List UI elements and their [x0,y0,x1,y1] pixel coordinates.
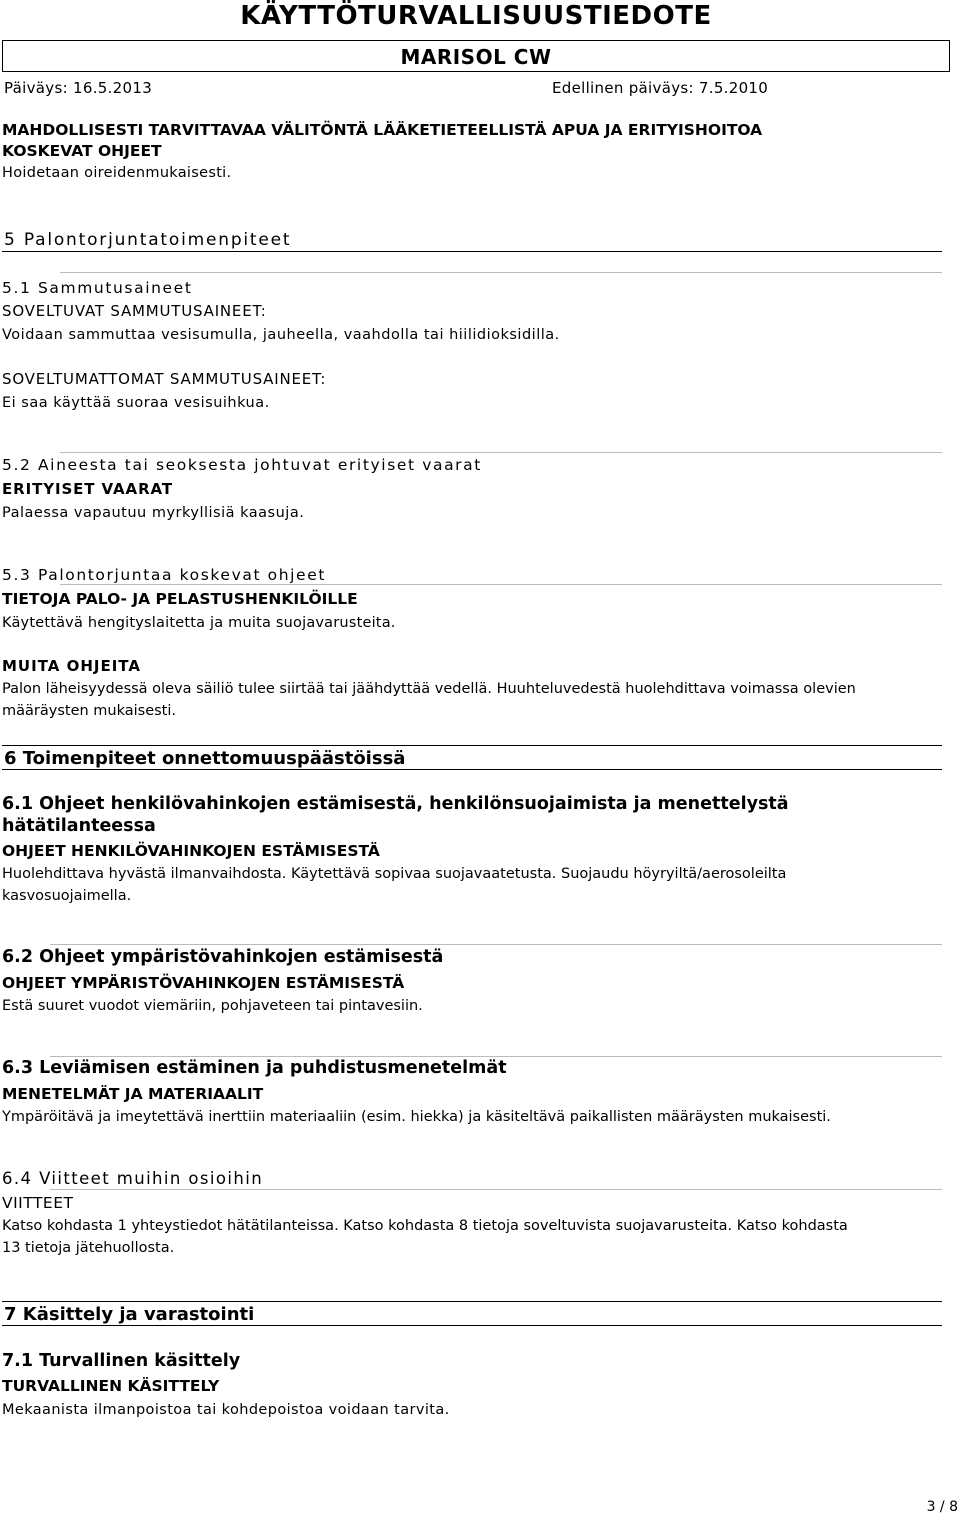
section-5-2-rule [60,452,942,453]
first-aid-subheading: KOSKEVAT OHJEET [2,142,162,160]
product-name: MARISOL CW [400,45,552,69]
personal-precautions-label: OHJEET HENKILÖVAHINKOJEN ESTÄMISESTÄ [2,842,380,860]
previous-date: Edellinen päiväys: 7.5.2010 [552,79,769,97]
section-6-3-title: 6.3 Leviämisen estäminen ja puhdistusmenetelmät [2,1058,507,1078]
suitable-media-label: SOVELTUVAT SAMMUTUSAINEET: [2,302,267,320]
personal-precautions-line-1: Huolehdittava hyvästä ilmanvaihdosta. Käytettävä sopivaa suojavaatetusta. Suojaudu höyryiltä/aerosoleilta [2,866,787,882]
document-title: KÄYTTÖTURVALLISUUSTIEDOTE [240,1,712,31]
section-7-rule [2,1325,942,1326]
section-5-1-rule [60,272,942,273]
section-5-2-title: 5.2 Aineesta tai seoksesta johtuvat erityiset vaarat [2,456,482,474]
section-5-1-title: 5.1 Sammutusaineet [2,279,193,297]
personal-precautions-line-2: kasvosuojaimella. [2,888,132,904]
section-6-1-title-line-1: 6.1 Ohjeet henkilövahinkojen estämisestä, henkilönsuojaimista ja menettelystä [2,794,789,814]
section-6-1-title-line-2: hätätilanteessa [2,816,156,836]
issue-date: Päiväys: 16.5.2013 [4,79,153,97]
page-number: 3 / 8 [926,1499,958,1515]
section-6-top-rule [2,745,942,746]
section-6-rule [2,769,942,770]
section-6-2-title: 6.2 Ohjeet ympäristövahinkojen estämisestä [2,947,444,967]
section-5-rule [2,251,942,252]
first-aid-text: Hoidetaan oireidenmukaisesti. [2,165,232,181]
section-5-title: 5 Palontorjuntatoimenpiteet [4,230,292,250]
section-6-4-title: 6.4 Viitteet muihin osioihin [2,1169,264,1188]
references-line-1: Katso kohdasta 1 yhteystiedot hätätilanteissa. Katso kohdasta 8 tietoja soveltuvista suojavarusteita. Katso kohdasta [2,1218,848,1234]
special-hazards-label: ERITYISET VAARAT [2,480,173,498]
unsuitable-media-label: SOVELTUMATTOMAT SAMMUTUSAINEET: [2,370,327,388]
special-hazards-text: Palaessa vapautuu myrkyllisiä kaasuja. [2,505,305,521]
section-6-4-rule [50,1189,942,1190]
references-line-2: 13 tietoja jätehuollosta. [2,1240,175,1256]
section-7-1-title: 7.1 Turvallinen käsittely [2,1351,241,1371]
section-5-3-title: 5.3 Palontorjuntaa koskevat ohjeet [2,566,327,584]
other-instructions-line-1: Palon läheisyydessä oleva säiliö tulee siirtää tai jäähdyttää vedellä. Huuhteluvedestä huolehdittava voimassa olevien [2,681,856,697]
section-6-title: 6 Toimenpiteet onnettomuuspäästöissä [4,748,406,769]
environmental-precautions-text: Estä suuret vuodot viemäriin, pohjaveteen tai pintavesiin. [2,998,423,1014]
section-7-top-rule [2,1301,942,1302]
safe-handling-text: Mekaanista ilmanpoistoa tai kohdepoistoa voidaan tarvita. [2,1402,450,1418]
section-6-2-rule [50,944,942,945]
firefighter-info-text: Käytettävä hengityslaitetta ja muita suojavarusteita. [2,615,396,631]
other-instructions-label: MUITA OHJEITA [2,657,141,675]
safe-handling-label: TURVALLINEN KÄSITTELY [2,1377,220,1395]
firefighter-info-label: TIETOJA PALO- JA PELASTUSHENKILÖILLE [2,590,358,608]
environmental-precautions-label: OHJEET YMPÄRISTÖVAHINKOJEN ESTÄMISESTÄ [2,974,405,992]
unsuitable-media-text: Ei saa käyttää suoraa vesisuihkua. [2,395,270,411]
references-label: VIITTEET [2,1194,74,1212]
containment-methods-text: Ympäröitävä ja imeytettävä inerttiin materiaaliin (esim. hiekka) ja käsiteltävä paikallisten määräysten mukaisesti. [2,1109,831,1125]
other-instructions-line-2: määräysten mukaisesti. [2,703,177,719]
containment-methods-label: MENETELMÄT JA MATERIAALIT [2,1085,264,1103]
section-7-title: 7 Käsittely ja varastointi [4,1304,255,1325]
first-aid-heading: MAHDOLLISESTI TARVITTAVAA VÄLITÖNTÄ LÄÄKETIETEELLISTÄ APUA JA ERITYISHOITOA [2,121,763,139]
suitable-media-text: Voidaan sammuttaa vesisumulla, jauheella, vaahdolla tai hiilidioksidilla. [2,327,560,343]
